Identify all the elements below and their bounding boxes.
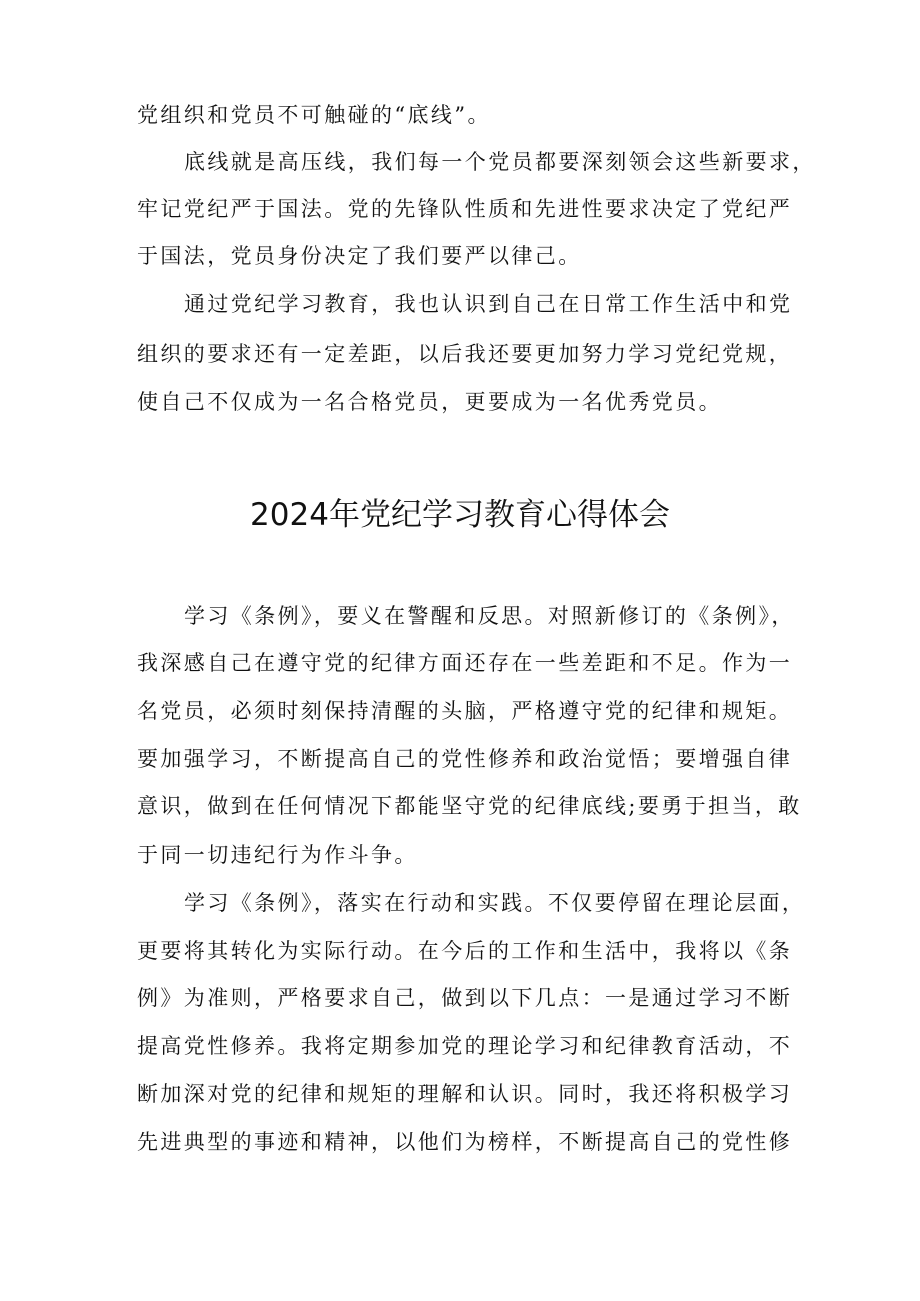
paragraph-line: 党组织和党员不可触碰的“底线”。 <box>137 103 491 127</box>
paragraph-line: 于同一切违纪行为作斗争。 <box>137 843 418 867</box>
paragraph-line: 学习《条例》，落实在行动和实践。不仅要停留在理论层面， <box>184 891 806 915</box>
paragraph-line: 意识，做到在任何情况下都能坚守党的纪律底线;要勇于担当，敢 <box>137 794 802 818</box>
paragraph-line: 要加强学习，不断提高自己的党性修养和政治觉悟；要增强自律 <box>137 747 793 771</box>
paragraph-line: 断加深对党的纪律和规矩的理解和认识。同时，我还将积极学习 <box>137 1082 793 1106</box>
article-title: 2024年党纪学习教育心得体会 <box>250 497 670 533</box>
paragraph-line: 我深感自己在遵守党的纪律方面还存在一些差距和不足。作为一 <box>137 651 793 675</box>
paragraph-line: 底线就是高压线，我们每一个党员都要深刻领会这些新要求， <box>184 150 816 174</box>
paragraph-line: 学习《条例》，要义在警醒和反思。对照新修订的《条例》， <box>184 604 795 628</box>
paragraph-line: 更要将其转化为实际行动。在今后的工作和生活中，我将以《条 <box>137 939 793 963</box>
paragraph-line: 先进典型的事迹和精神，以他们为榜样，不断提高自己的党性修 <box>137 1130 793 1154</box>
paragraph-line: 提高党性修养。我将定期参加党的理论学习和纪律教育活动，不 <box>137 1034 793 1058</box>
paragraph-line: 名党员，必须时刻保持清醒的头脑，严格遵守党的纪律和规矩。 <box>137 699 793 723</box>
paragraph-line: 牢记党纪严于国法。党的先锋队性质和先进性要求决定了党纪严 <box>137 197 793 221</box>
paragraph-line: 使自己不仅成为一名合格党员，更要成为一名优秀党员。 <box>137 390 722 414</box>
paragraph-line: 例》为准则，严格要求自己，做到以下几点：一是通过学习不断 <box>137 986 793 1010</box>
paragraph-line: 组织的要求还有一定差距，以后我还要更加努力学习党纪党规， <box>137 342 793 366</box>
paragraph-line: 于国法，党员身份决定了我们要严以律己。 <box>137 244 582 268</box>
paragraph-line: 通过党纪学习教育，我也认识到自己在日常工作生活中和党 <box>184 292 793 316</box>
